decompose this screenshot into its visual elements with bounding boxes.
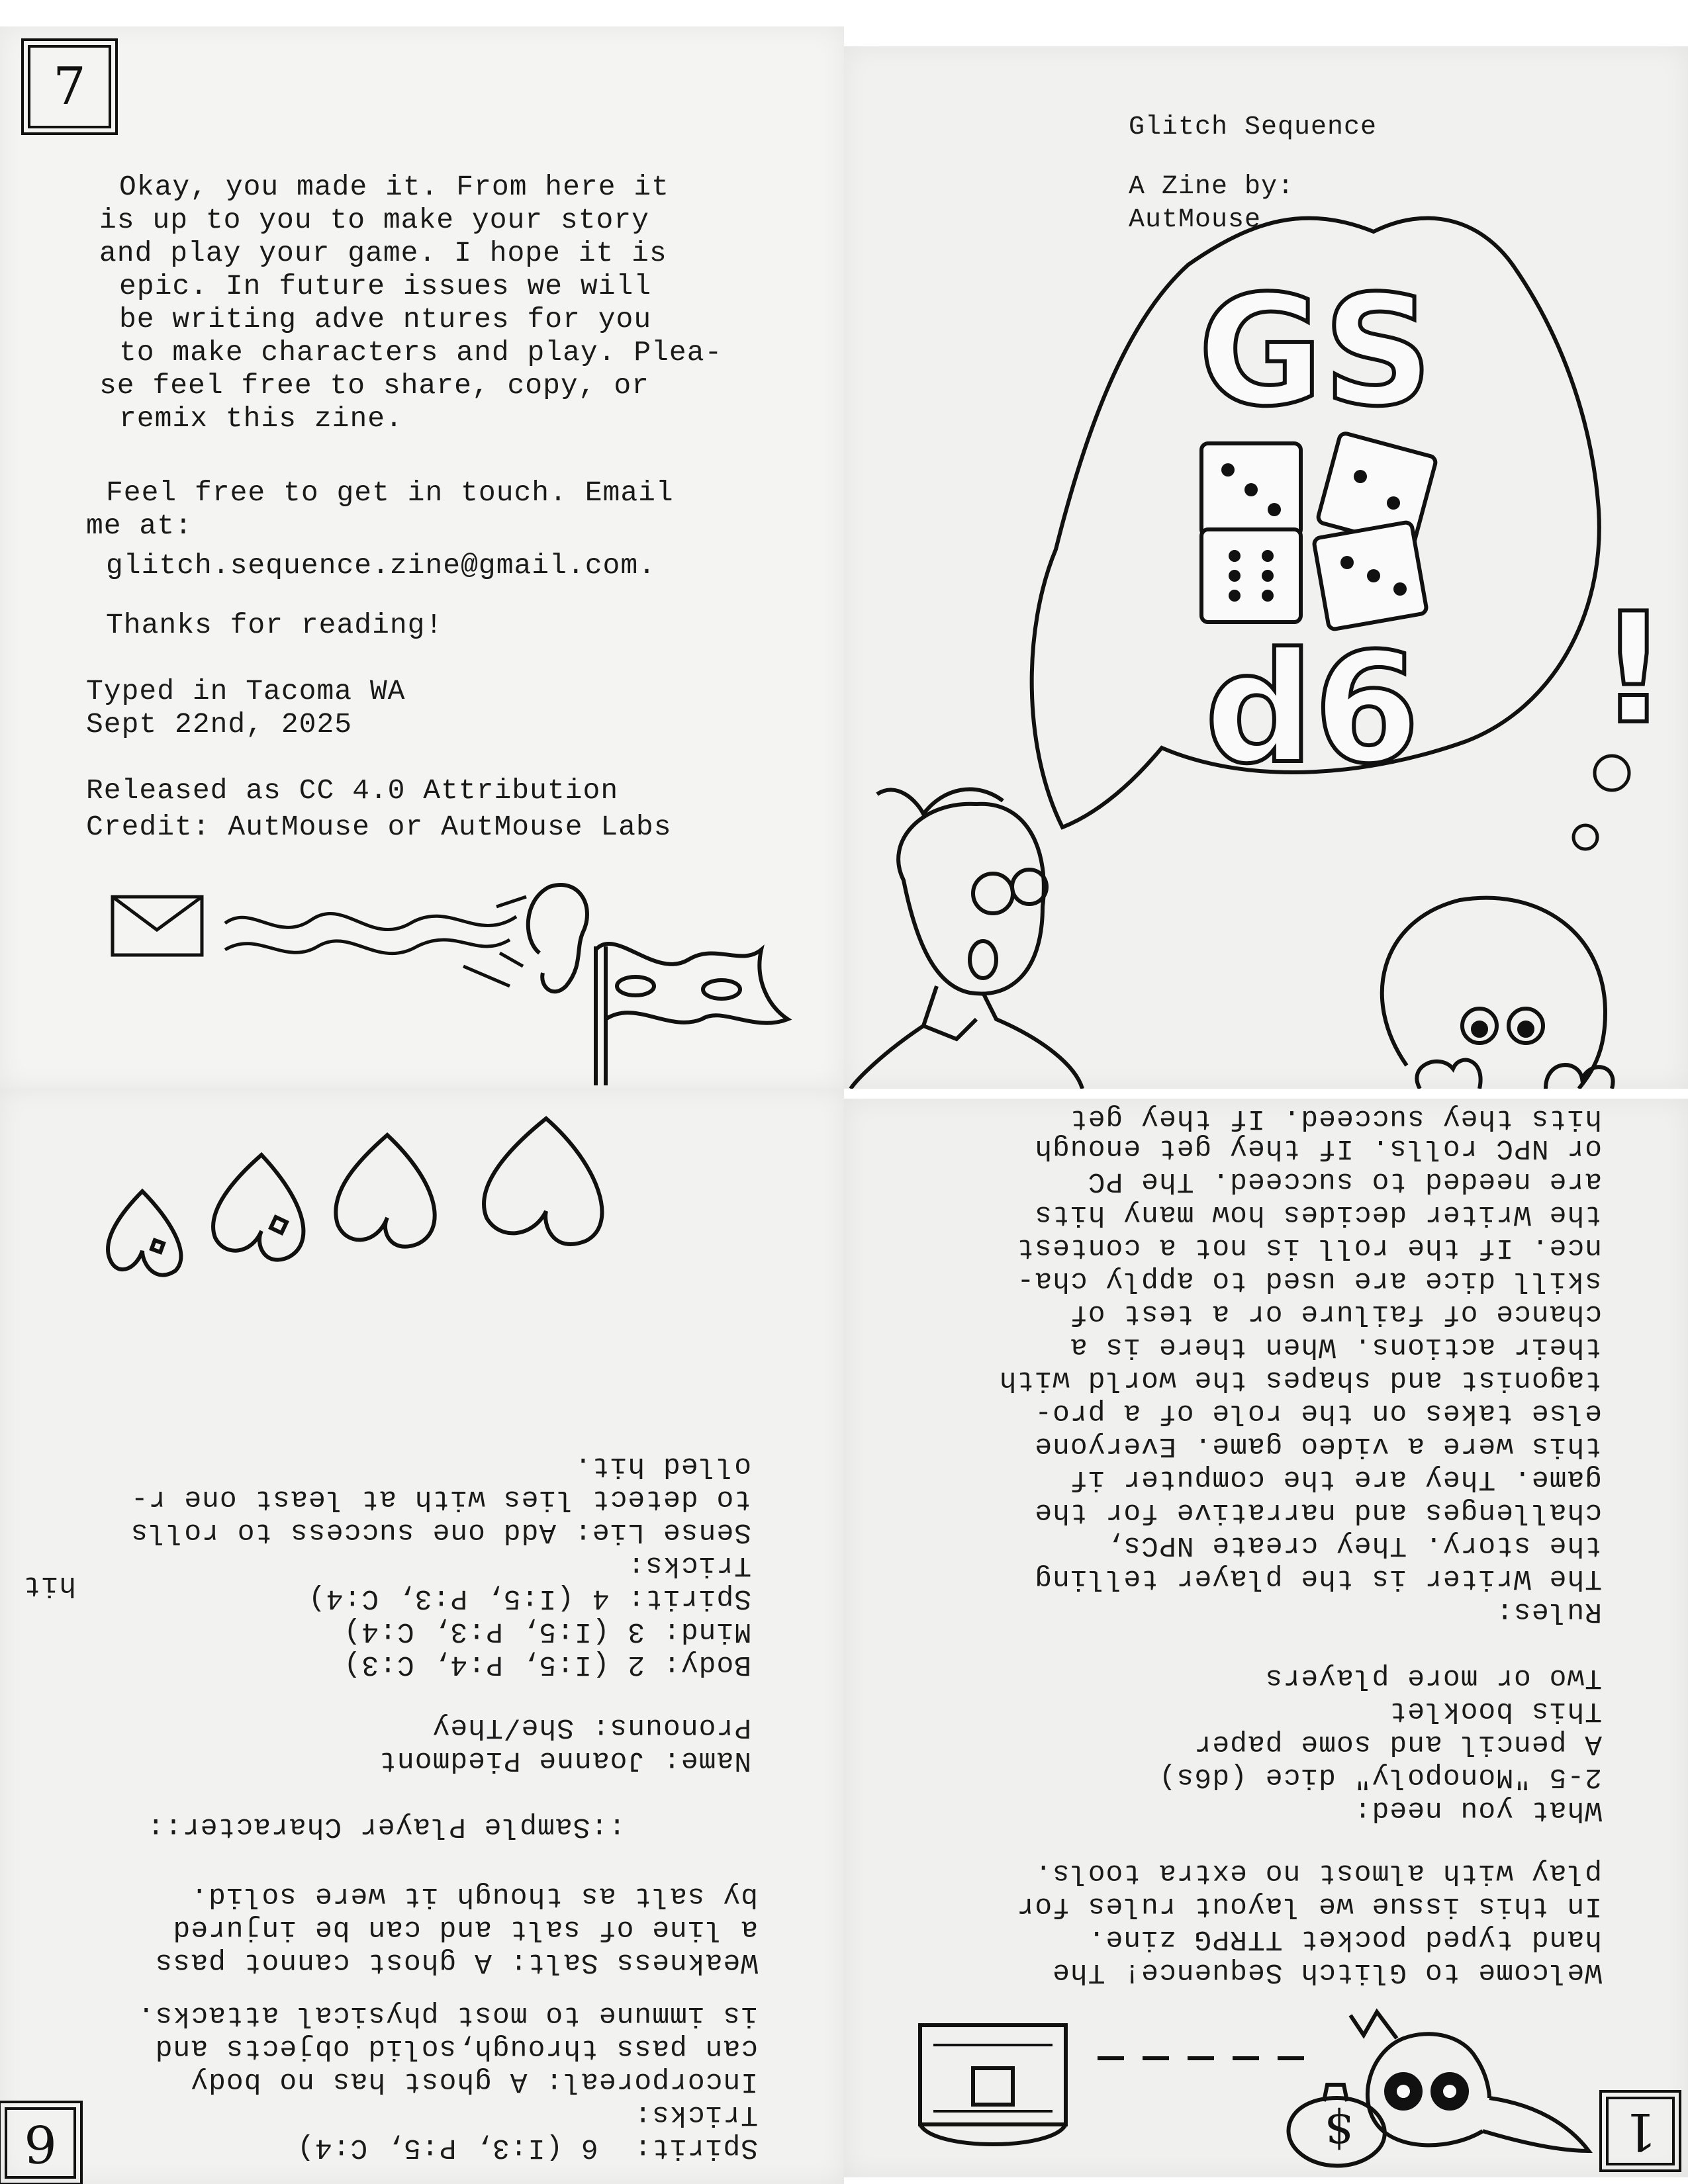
text-line: is up to you to make your story bbox=[99, 204, 649, 236]
text-line: tagonist and shapes the world with bbox=[998, 1364, 1602, 1396]
flag-icon bbox=[596, 944, 788, 1085]
envelope-icon bbox=[113, 897, 202, 955]
text-line: their actions. When there is a bbox=[1069, 1331, 1602, 1363]
text-line: se feel free to share, copy, or bbox=[99, 369, 649, 402]
money-symbol: $ bbox=[1324, 2103, 1354, 2158]
text-line: the Writer decides how many hits bbox=[1034, 1199, 1602, 1231]
text-line: remix this zine. bbox=[119, 402, 403, 435]
ear-icon bbox=[528, 885, 587, 991]
list-item: This booklet bbox=[1389, 1695, 1602, 1727]
thanks-line: Thanks for reading! bbox=[106, 609, 444, 641]
dice-icon bbox=[1201, 432, 1437, 630]
zine-title: Glitch Sequence bbox=[1129, 113, 1378, 142]
character-peeking-icon bbox=[1382, 898, 1613, 1089]
page-7-back-cover bbox=[0, 26, 844, 1089]
text-line: me at: bbox=[86, 510, 193, 542]
text-line: Feel free to get in touch. Email bbox=[106, 477, 674, 509]
cover-illustration bbox=[844, 46, 1688, 1089]
list-item: Two or more players bbox=[1264, 1662, 1602, 1694]
page-number: 1 bbox=[1624, 2101, 1657, 2161]
page-number: 6 bbox=[24, 2113, 57, 2173]
text-line: challenges and narrative for the bbox=[1034, 1496, 1602, 1529]
hit-fragment: hit bbox=[23, 1569, 76, 1602]
mail-drawing bbox=[0, 26, 844, 1089]
logo-die-label: d6 bbox=[1205, 621, 1420, 797]
text-line: hits they succeed. If they get bbox=[1069, 1103, 1602, 1135]
drop-icon bbox=[336, 1135, 434, 1247]
text-line: Weakness Salt: A ghost cannot pass bbox=[154, 1946, 758, 1979]
text-line: Incorporeal: A ghost has no body bbox=[190, 2066, 758, 2098]
drop-icon bbox=[484, 1118, 602, 1244]
list-item: A pencil and some paper bbox=[1194, 1728, 1602, 1760]
page-number: 7 bbox=[53, 57, 86, 116]
author-name: AutMouse bbox=[1129, 205, 1262, 235]
text-line: nce. If the roll is not a contest bbox=[1016, 1232, 1602, 1264]
mind-stat: Mind: 3 (I:5, P:3, C:4) bbox=[343, 1615, 751, 1648]
text-line: are needed to succeed. The PC bbox=[1087, 1165, 1602, 1198]
credit-line: Credit: AutMouse or AutMouse Labs bbox=[86, 811, 672, 843]
text-line: is immune to most physical attacks. bbox=[136, 1999, 758, 2032]
text-line: Okay, you made it. From here it bbox=[119, 171, 669, 203]
exclamation-mark: ! bbox=[1599, 581, 1668, 758]
text-line: the story. They create NPCs, bbox=[1105, 1529, 1602, 1562]
logo-letters: GS bbox=[1198, 263, 1433, 440]
spirit-stat: Spirit: 4 (I:5, P:3, C:4) bbox=[307, 1582, 751, 1615]
text-line: be writing adve ntures for you bbox=[119, 303, 652, 336]
character-pronouns: Pronouns: She/They bbox=[432, 1711, 751, 1744]
text-line: this were a video game. Everyone bbox=[1034, 1430, 1602, 1463]
text-line: and play your game. I hope it is bbox=[99, 237, 667, 269]
page-1-upside-down bbox=[844, 1099, 1688, 2177]
text-line: a line of salt and can be injured bbox=[172, 1913, 758, 1946]
thought-dots-icon bbox=[1573, 756, 1629, 849]
typed-date: Sept 22nd, 2025 bbox=[86, 708, 353, 741]
text-line: skill dice are used to apply cha- bbox=[1016, 1265, 1602, 1297]
text-line: epic. In future issues we will bbox=[119, 270, 652, 302]
page-6-upside-down bbox=[0, 1089, 844, 2184]
drops-drawing bbox=[0, 1089, 844, 2184]
text-line: Welcome to Glitch Sequence! The bbox=[1052, 1956, 1602, 1989]
person-icon bbox=[851, 790, 1082, 1089]
byline: A Zine by: bbox=[1129, 172, 1295, 202]
text-line: The Writer is the player telling bbox=[1034, 1563, 1602, 1595]
text-line: can pass through,solid objects and bbox=[154, 2032, 758, 2065]
text-line: else takes on the role of a pro- bbox=[1034, 1397, 1602, 1430]
sound-wave-icon bbox=[225, 897, 526, 986]
text-line: or NPC rolls. If they get enough bbox=[1034, 1132, 1602, 1165]
sample-character-heading: ::Sample Player Character:: bbox=[146, 1811, 626, 1843]
text-line: play with almost no extra tools. bbox=[1034, 1857, 1602, 1889]
email-address[interactable]: glitch.sequence.zine@gmail.com. bbox=[106, 549, 656, 582]
drop-icon bbox=[213, 1155, 303, 1260]
treasure-chest-icon bbox=[920, 2025, 1066, 2144]
text-line: hand typed pocket TTRPG zine. bbox=[1087, 1923, 1602, 1956]
text-line: to make characters and play. Plea- bbox=[119, 336, 723, 369]
typed-location: Typed in Tacoma WA bbox=[86, 675, 406, 707]
character-name: Name: Joanne Piedmont bbox=[379, 1745, 751, 1777]
rules-heading: Rules: bbox=[1495, 1596, 1602, 1628]
text-line: Sense Lie: Add one success to rolls bbox=[130, 1516, 751, 1549]
text-line: olled hit. bbox=[573, 1450, 751, 1482]
ghost-spirit-stat: Spirit: 6 (I:3, P:5, C:4) bbox=[297, 2132, 758, 2164]
tricks-label: Tricks: bbox=[633, 2099, 758, 2131]
list-item: 2-5 "Monopoly" dice (d6s) bbox=[1158, 1761, 1602, 1794]
text-line: chance of failure or a test of bbox=[1069, 1298, 1602, 1330]
text-line: game. They are the computer if bbox=[1069, 1463, 1602, 1496]
text-line: to detect lies with at least one r- bbox=[130, 1483, 751, 1516]
what-you-need-heading: What you need: bbox=[1353, 1794, 1602, 1827]
body-stat: Body: 2 (I:5, P:4, C:3) bbox=[343, 1649, 751, 1681]
tricks-label: Tricks: bbox=[627, 1549, 751, 1582]
front-cover bbox=[844, 46, 1688, 1089]
text-line: by salt as though it were solid. bbox=[190, 1880, 758, 1913]
text-line: In this issue we layout rules for bbox=[1016, 1890, 1602, 1923]
license-line: Released as CC 4.0 Attribution bbox=[86, 774, 619, 807]
drop-icon bbox=[108, 1191, 181, 1275]
